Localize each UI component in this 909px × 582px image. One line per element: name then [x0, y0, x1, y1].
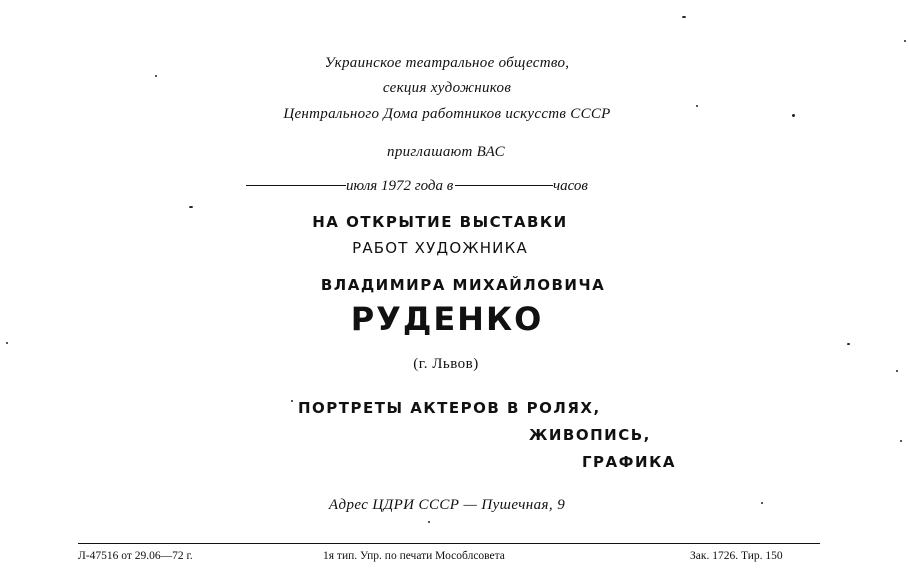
print-speck [189, 206, 193, 208]
print-speck [904, 40, 906, 42]
artist-surname: РУДЕНКО [350, 300, 544, 338]
event-line-1: НА ОТКРЫТИЕ ВЫСТАВКИ [312, 213, 568, 231]
date-blank [246, 185, 346, 186]
artist-city: (г. Львов) [413, 356, 479, 372]
print-speck [6, 342, 8, 344]
print-speck [428, 521, 430, 523]
works-line-1: ПОРТРЕТЫ АКТЕРОВ В РОЛЯХ, [298, 399, 601, 417]
print-speck [900, 440, 902, 442]
date-line [246, 178, 588, 195]
footer-print-run: Зак. 1726. Тир. 150 [690, 550, 783, 562]
footer-rule [78, 543, 820, 544]
footer-order-number: Л-47516 от 29.06—72 г. [78, 550, 193, 562]
print-speck [847, 343, 850, 345]
print-speck [896, 370, 898, 372]
time-text: часов [552, 178, 588, 194]
organization-line-3: Центрального Дома работников искусств СССР [283, 106, 611, 122]
invite-line: приглашают ВАС [387, 144, 505, 160]
event-line-2: РАБОТ ХУДОЖНИКА [352, 239, 528, 257]
organization-line-1: Украинское театральное общество, [324, 55, 570, 71]
print-speck [696, 105, 698, 107]
print-speck [792, 114, 795, 117]
print-speck [761, 502, 763, 504]
address-line: Адрес ЦДРИ СССР — Пушечная, 9 [328, 497, 566, 513]
month-text: июля 1972 года в [346, 178, 454, 194]
print-speck [682, 16, 686, 18]
artist-given-names: ВЛАДИМИРА МИХАЙЛОВИЧА [320, 276, 606, 294]
print-speck [291, 400, 293, 402]
footer-printer: 1я тип. Упр. по печати Мособлсовета [323, 550, 505, 562]
works-line-2: ЖИВОПИСЬ, [529, 426, 651, 444]
organization-line-2: секция художников [382, 80, 512, 96]
time-blank [455, 185, 553, 186]
works-line-3: ГРАФИКА [582, 453, 676, 471]
print-speck [155, 75, 157, 77]
